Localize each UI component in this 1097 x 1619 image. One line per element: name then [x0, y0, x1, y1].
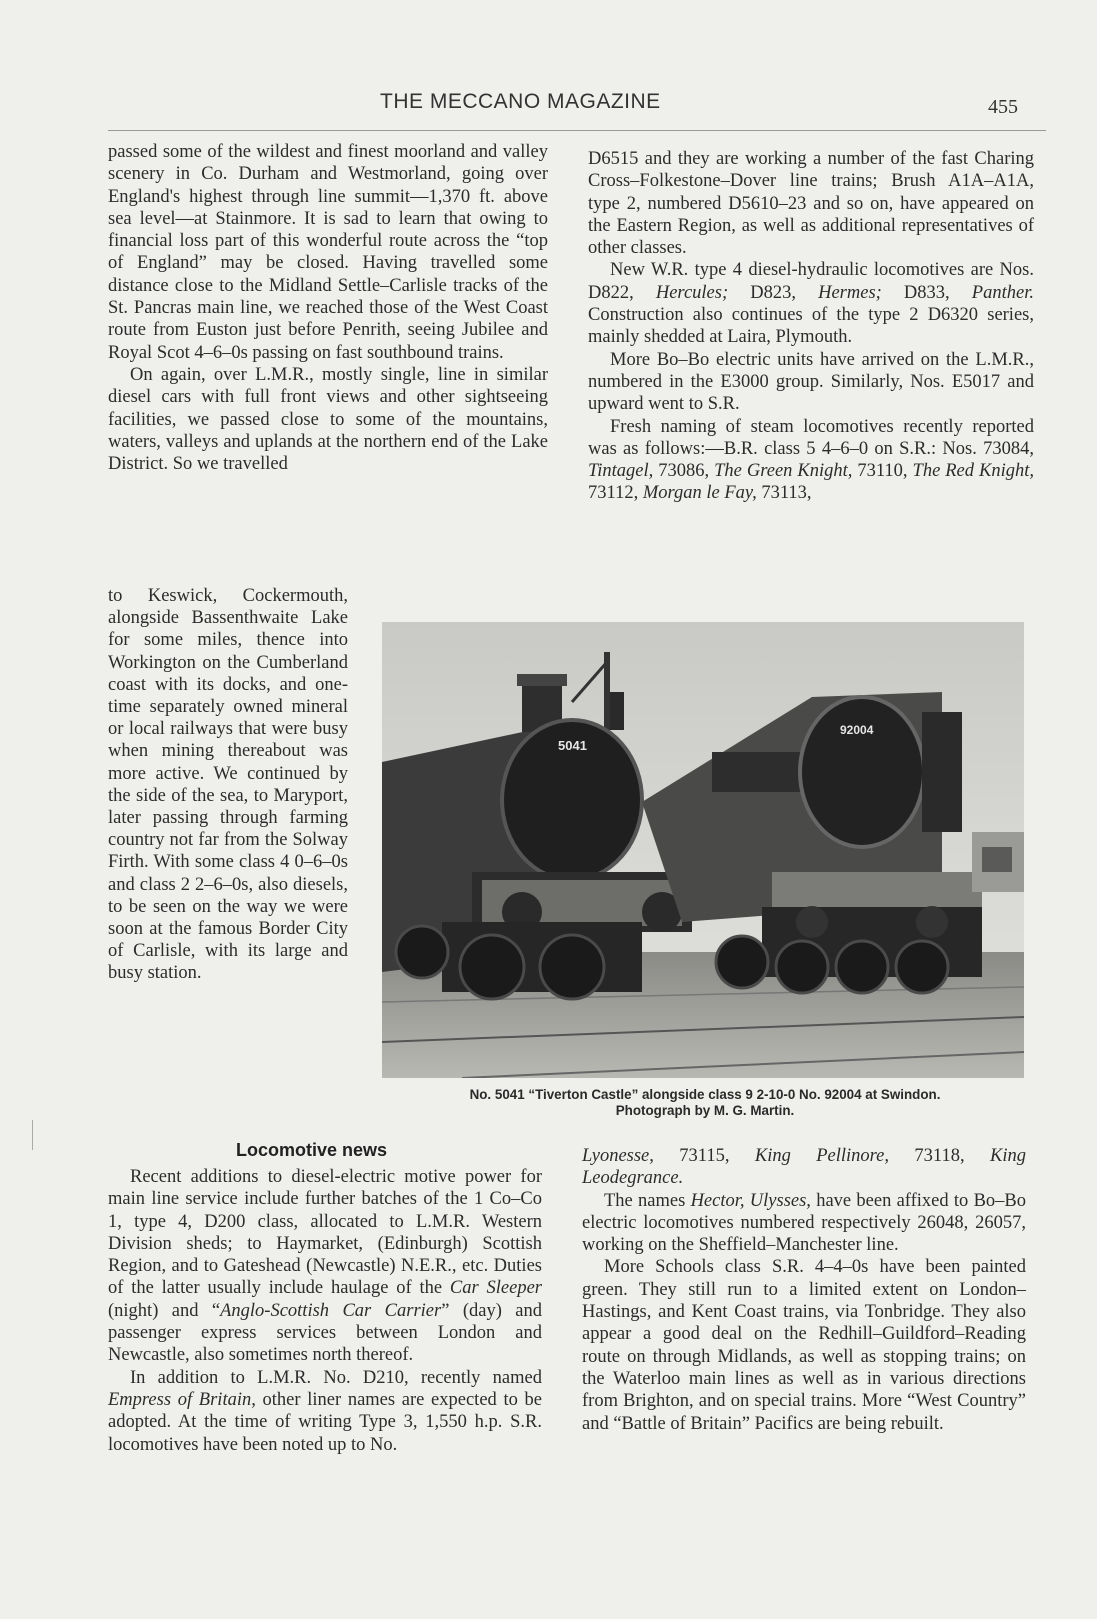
- page-header-title: THE MECCANO MAGAZINE: [380, 90, 661, 113]
- column-left-bottom: [108, 1166, 542, 1456]
- loco1-number-plate: 5041: [558, 738, 587, 753]
- column-left-narrow: [108, 585, 348, 985]
- paragraph: New W.R. type 4 diesel-hydraulic locomotives are Nos. D822, Hercules; D823, Hermes; D833, Panther. Construction also continues of the type 2 D6320 series, mainly shedded at Laira, Plymouth.: [588, 260, 1034, 348]
- paragraph: passed some of the wildest and finest moorland and valley scenery in Co. Durham and Westmorland, going over England's highest through line summit—1,370 ft. above sea level—at Stainmore. It is sad to learn that owing to financial loss part of this wonderful route across the “top of England” may be closed. Having travelled some distance close to the Midland Settle–Carlisle tracks of the St. Pancras main line, we reached those of the West Coast route from Euston just before Penrith, seeing Jubilee and Royal Scot 4–6–0s passing on fast southbound trains.: [108, 142, 548, 363]
- column-left-top: [108, 141, 548, 475]
- paragraph: The names Hector, Ulysses, have been affixed to Bo–Bo electric locomotives numbered respectively 26048, 26057, working on the Sheffield–Manchester line.: [582, 1190, 1026, 1256]
- paragraph: Fresh naming of steam locomotives recently reported was as follows:—B.R. class 5 4–6–0 on S.R.: Nos. 73084, Tintagel, 73086, The Green Knight, 73110, The Red Knight, 73112, Morgan le Fay, 73113,: [588, 416, 1034, 504]
- photo-caption: [380, 1087, 1030, 1118]
- header-divider: [108, 130, 1046, 131]
- page-number: 455: [988, 96, 1018, 118]
- paragraph: Lyonesse, 73115, King Pellinore, 73118, King Leodegrance.: [582, 1146, 1026, 1189]
- loco2-number-plate: 92004: [840, 723, 874, 737]
- column-right-top: [588, 148, 1034, 505]
- paragraph: More Bo–Bo electric units have arrived on the L.M.R., numbered in the E3000 group. Similarly, Nos. E5017 and upward went to S.R.: [588, 349, 1034, 415]
- caption-credit: Photograph by M. G. Martin.: [615, 1102, 795, 1118]
- paragraph: to Keswick, Cockermouth, alongside Bassenthwaite Lake for some miles, thence into Workington on the Cumberland coast with its docks, and one-time separately owned mineral or local railways that were busy when mining thereabout was more active. We continued by the side of the sea, to Maryport, later passing through farming country not far from the Solway Firth. With some class 4 0–6–0s and class 2 2–6–0s, also diesels, to be seen on the way we were soon at the famous Border City of Carlisle, with its large and busy station.: [108, 586, 348, 984]
- section-heading: Locomotive news: [236, 1140, 388, 1160]
- paragraph: In addition to L.M.R. No. D210, recently named Empress of Britain, other liner names are expected to be adopted. At the time of writing Type 3, 1,550 h.p. S.R. locomotives have been noted up to No.: [108, 1367, 542, 1455]
- column-right-bottom: [582, 1145, 1026, 1435]
- paragraph: Recent additions to diesel-electric motive power for main line service include further batches of the 1 Co–Co 1, type 4, D200 class, allocated to L.M.R. Western Division sheds; to Haymarket, (Edinburgh) Scottish Region, and to Gateshead (Newcastle) N.E.R., etc. Duties of the latter usually include haulage of the Car Sleeper (night) and “Anglo-Scottish Car Carrier” (day) and passenger express services between London and Newcastle, also sometimes north thereof.: [108, 1167, 542, 1366]
- paragraph: D6515 and they are working a number of the fast Charing Cross–Folkestone–Dover line trains; Brush A1A–A1A, type 2, numbered D5610–23 and so on, have appeared on the Eastern Region, as well as additional representatives of other classes.: [588, 149, 1034, 259]
- caption-line: No. 5041 “Tiverton Castle” alongside class 9 2-10-0 No. 92004 at Swindon.: [469, 1087, 941, 1102]
- paragraph: More Schools class S.R. 4–4–0s have been painted green. They still run to a limited extent on London–Hastings, and Kent Coast trains, via Tonbridge. They also appear a good deal on the Redhill–Guildford–Reading route on through Midlands, as well as stopping trains; on the Waterloo main lines as well as in various directions from Brighton, and on special trains. More “West Country” and “Battle of Britain” Pacifics are being rebuilt.: [582, 1257, 1026, 1434]
- locomotive-photo: [382, 622, 1024, 1078]
- paragraph: On again, over L.M.R., mostly single, line in similar diesel cars with full front views and other sightseeing facilities, we passed close to some of the mountains, waters, valleys and uplands at the northern end of the Lake District. So we travelled: [108, 364, 548, 475]
- margin-mark: [32, 1120, 33, 1150]
